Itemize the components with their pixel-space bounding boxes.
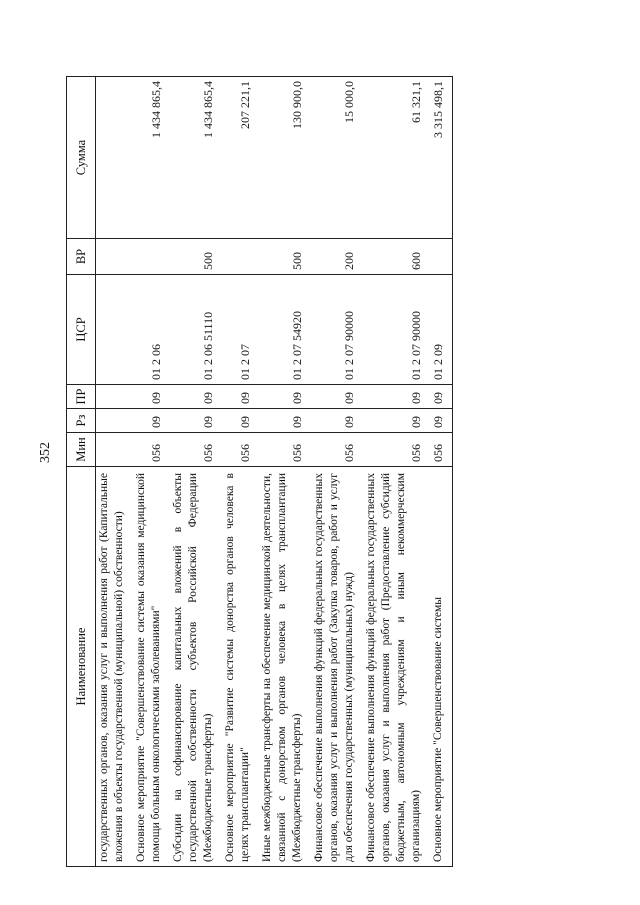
budget-table xyxy=(66,76,453,867)
cell-name: Основное мероприятие "Совершенствование системы оказания медицинской помощи больным онкологическими заболеваниями" xyxy=(133,467,170,867)
cell-name: Основное мероприятие "Развитие системы донорства органов человека в целях трансплантации" xyxy=(222,467,259,867)
cell-rz: 09 xyxy=(363,409,430,433)
cell-name: Иные межбюджетные трансферты на обеспечение медицинской деятельности, связанной с донорством органов человека в целях трансплантации (Межбюджетные трансферты) xyxy=(259,467,311,867)
cell-sum: 207 221,1 xyxy=(222,77,259,239)
cell-rz: 09 xyxy=(133,409,170,433)
cell-sum: 61 321,1 xyxy=(363,77,430,239)
cell-sum: 1 434 865,4 xyxy=(170,77,222,239)
cell-csr: 01 2 06 xyxy=(133,275,170,385)
cell-vr: 500 xyxy=(170,239,222,275)
cell-csr xyxy=(96,275,134,385)
cell-name: Финансовое обеспечение выполнения функций федеральных государственных органов, оказания услуг и выполнения работ (Закупка товаров, работ и услуг для обеспечения государственных (муниципальных) нужд) xyxy=(311,467,363,867)
table-row xyxy=(133,77,170,867)
cell-sum: 130 900,0 xyxy=(259,77,311,239)
cell-min: 056 xyxy=(170,433,222,467)
cell-csr: 01 2 07 90000 xyxy=(311,275,363,385)
cell-pr: 09 xyxy=(363,385,430,409)
header-vr: ВР xyxy=(67,239,96,275)
cell-sum xyxy=(96,77,134,239)
cell-rz: 09 xyxy=(222,409,259,433)
cell-vr: 500 xyxy=(259,239,311,275)
cell-vr xyxy=(222,239,259,275)
cell-rz xyxy=(96,409,134,433)
cell-pr: 09 xyxy=(311,385,363,409)
cell-name: Субсидии на софинансирование капитальных вложений в объекты государственной собственности субъектов Российской Федерации (Межбюджетные трансферты) xyxy=(170,467,222,867)
cell-min: 056 xyxy=(222,433,259,467)
cell-min: 056 xyxy=(259,433,311,467)
table-row xyxy=(311,77,363,867)
cell-sum: 3 315 498,1 xyxy=(430,77,453,239)
table-row xyxy=(259,77,311,867)
cell-min: 056 xyxy=(133,433,170,467)
cell-name: Основное мероприятие "Совершенствование системы xyxy=(430,467,453,867)
cell-vr xyxy=(430,239,453,275)
table-header-row xyxy=(67,77,96,867)
cell-rz: 09 xyxy=(311,409,363,433)
cell-name: государственных органов, оказания услуг и выполнения работ (Капитальные вложения в объекты государственной (муниципальной) собственности) xyxy=(96,467,134,867)
cell-sum: 1 434 865,4 xyxy=(133,77,170,239)
cell-vr: 200 xyxy=(311,239,363,275)
cell-min: 056 xyxy=(311,433,363,467)
cell-pr: 09 xyxy=(170,385,222,409)
cell-pr: 09 xyxy=(133,385,170,409)
header-min: Мин xyxy=(67,433,96,467)
cell-vr xyxy=(96,239,134,275)
header-name: Наименование xyxy=(67,467,96,867)
cell-rz: 09 xyxy=(170,409,222,433)
cell-csr: 01 2 07 54920 xyxy=(259,275,311,385)
header-sum: Сумма xyxy=(67,77,96,239)
table-row xyxy=(170,77,222,867)
cell-pr: 09 xyxy=(259,385,311,409)
cell-csr: 01 2 06 51110 xyxy=(170,275,222,385)
cell-vr: 600 xyxy=(363,239,430,275)
header-rz: Рз xyxy=(67,409,96,433)
header-csr: ЦСР xyxy=(67,275,96,385)
cell-sum: 15 000,0 xyxy=(311,77,363,239)
cell-rz: 09 xyxy=(259,409,311,433)
cell-pr: 09 xyxy=(430,385,453,409)
header-pr: ПР xyxy=(67,385,96,409)
cell-min: 056 xyxy=(430,433,453,467)
cell-csr: 01 2 07 xyxy=(222,275,259,385)
page-number: 352 xyxy=(38,442,53,463)
cell-pr xyxy=(96,385,134,409)
cell-csr: 01 2 07 90000 xyxy=(363,275,430,385)
cell-vr xyxy=(133,239,170,275)
cell-min xyxy=(96,433,134,467)
cell-csr: 01 2 09 xyxy=(430,275,453,385)
table-row xyxy=(222,77,259,867)
table-row xyxy=(430,77,453,867)
cell-name: Финансовое обеспечение выполнения функций федеральных государственных органов, оказания услуг и выполнения работ (Предоставление субсидий бюджетным, автономным учреждениям и иным некоммерческим организациям) xyxy=(363,467,430,867)
cell-rz: 09 xyxy=(430,409,453,433)
cell-min: 056 xyxy=(363,433,430,467)
table-row xyxy=(96,77,134,867)
table-row xyxy=(363,77,430,867)
cell-pr: 09 xyxy=(222,385,259,409)
